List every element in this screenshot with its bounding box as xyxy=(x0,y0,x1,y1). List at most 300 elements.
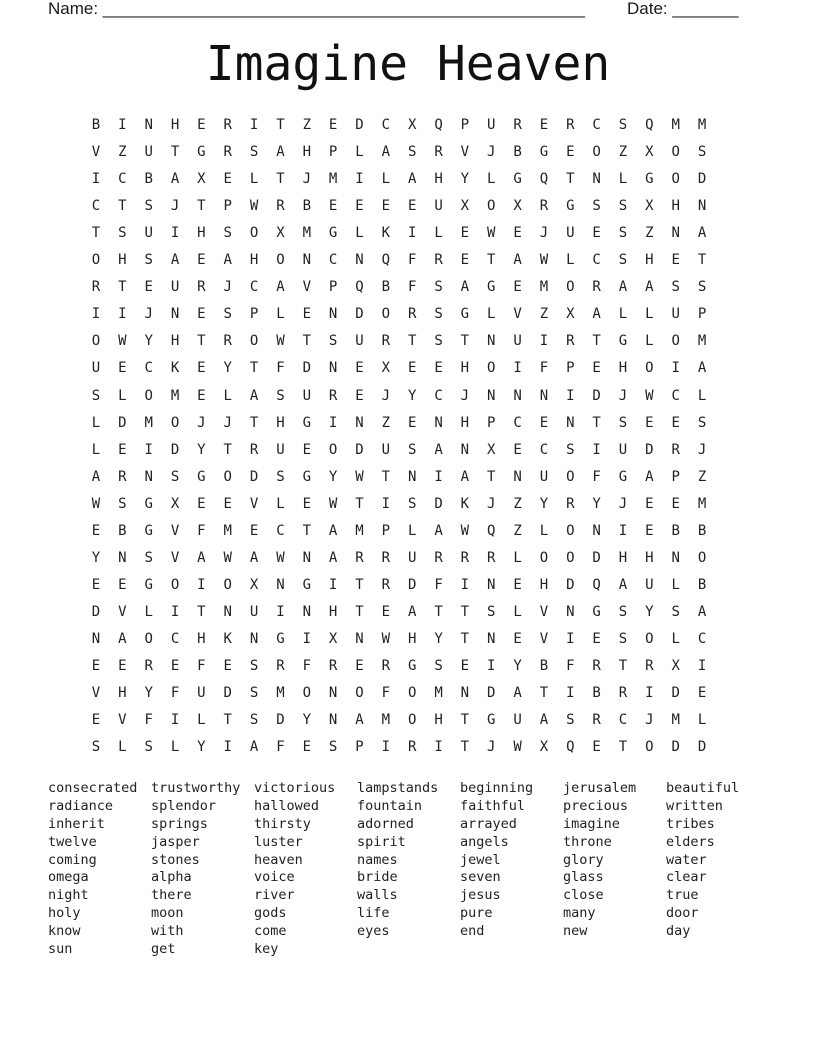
grid-letter: R xyxy=(513,117,522,133)
word-item: eyes xyxy=(357,923,390,940)
grid-letter: C xyxy=(144,360,153,377)
grid-letter: E xyxy=(460,225,470,242)
grid-letter: Z xyxy=(513,495,522,512)
grid-row xyxy=(0,193,816,220)
grid-letter: T xyxy=(592,333,601,350)
grid-letter: V xyxy=(91,144,101,161)
grid-letter: L xyxy=(355,144,364,161)
word-item: with xyxy=(151,923,184,940)
grid-letter: L xyxy=(381,171,391,188)
grid-letter: R xyxy=(223,144,232,161)
grid-letter: F xyxy=(276,360,285,377)
word-item: pure xyxy=(460,905,493,922)
grid-letter: R xyxy=(328,658,338,674)
word-item: come xyxy=(254,923,287,940)
grid-letter: T xyxy=(434,603,443,620)
grid-letter: S xyxy=(566,712,575,729)
grid-letter: D xyxy=(697,171,707,188)
grid-letter: L xyxy=(513,549,522,566)
grid-letter: N xyxy=(407,468,417,485)
grid-letter: F xyxy=(407,252,417,269)
grid-letter: T xyxy=(618,739,628,756)
grid-letter: V xyxy=(118,712,127,729)
grid-letter: S xyxy=(618,252,628,269)
grid-letter: G xyxy=(407,658,417,674)
grid-letter: I xyxy=(487,658,496,674)
grid-letter: I xyxy=(618,522,628,539)
grid-letter: E xyxy=(223,658,232,674)
grid-letter: E xyxy=(170,658,180,674)
word-column xyxy=(151,780,254,959)
grid-letter: M xyxy=(697,333,707,350)
grid-letter: S xyxy=(618,414,628,431)
grid-letter: R xyxy=(566,117,575,133)
grid-letter: I xyxy=(197,576,206,593)
grid-letter: T xyxy=(566,171,575,188)
grid-letter: F xyxy=(592,468,601,485)
grid-letter: T xyxy=(487,252,496,269)
grid-letter: N xyxy=(223,603,232,620)
grid-letter: S xyxy=(407,144,417,161)
grid-letter: E xyxy=(91,522,101,539)
grid-letter: I xyxy=(539,333,549,350)
grid-letter: E xyxy=(671,495,680,512)
word-item: consecrated xyxy=(48,780,138,796)
grid-letter: J xyxy=(539,225,549,242)
grid-letter: N xyxy=(144,468,153,485)
grid-letter: Q xyxy=(645,117,654,133)
grid-row xyxy=(0,247,816,274)
grid-letter: R xyxy=(223,117,232,133)
grid-letter: T xyxy=(118,279,127,296)
grid-letter: C xyxy=(592,117,601,133)
grid-letter: O xyxy=(355,685,364,702)
grid-letter: F xyxy=(197,522,206,539)
grid-letter: L xyxy=(144,603,153,620)
grid-letter: R xyxy=(592,658,601,674)
grid-letter: Y xyxy=(460,171,470,188)
word-item: throne xyxy=(563,833,612,850)
grid-letter: P xyxy=(381,522,391,539)
grid-letter: T xyxy=(460,333,470,350)
grid-letter: C xyxy=(539,441,549,458)
grid-letter: V xyxy=(460,144,470,161)
grid-letter: O xyxy=(487,360,496,377)
grid-letter: R xyxy=(592,279,601,296)
grid-letter: E xyxy=(671,252,680,269)
grid-letter: T xyxy=(487,468,496,485)
word-item: radiance xyxy=(48,797,114,814)
grid-letter: D xyxy=(91,603,101,620)
grid-letter: D xyxy=(223,685,232,702)
grid-letter: U xyxy=(197,685,206,702)
grid-letter: Y xyxy=(197,739,206,756)
grid-letter: E xyxy=(223,171,232,188)
grid-letter: O xyxy=(170,414,180,431)
grid-row xyxy=(0,301,816,328)
grid-letter: U xyxy=(566,225,575,242)
word-item: many xyxy=(563,905,596,922)
grid-letter: E xyxy=(592,739,601,756)
grid-letter: S xyxy=(618,630,628,647)
word-item: bride xyxy=(357,869,398,886)
grid-letter: E xyxy=(328,198,338,215)
grid-letter: I xyxy=(671,360,680,377)
grid-letter: U xyxy=(276,441,285,458)
word-column xyxy=(48,780,151,959)
grid-letter: N xyxy=(328,306,338,323)
grid-letter: L xyxy=(513,603,522,620)
grid-letter: N xyxy=(249,630,259,647)
grid-letter: R xyxy=(566,333,575,350)
grid-letter: D xyxy=(355,117,364,133)
grid-letter: E xyxy=(355,198,364,215)
grid-letter: W xyxy=(513,739,522,756)
grid-letter: N xyxy=(566,414,575,431)
grid-letter: A xyxy=(91,468,101,485)
grid-letter: Y xyxy=(197,441,206,458)
grid-row xyxy=(0,355,816,382)
grid-letter: Q xyxy=(592,576,601,593)
grid-letter: Z xyxy=(381,414,391,431)
word-item: gods xyxy=(254,905,287,922)
grid-letter: I xyxy=(407,225,417,242)
grid-letter: D xyxy=(697,739,707,756)
grid-letter: R xyxy=(197,279,206,296)
grid-letter: S xyxy=(434,658,443,674)
grid-letter: J xyxy=(170,198,180,215)
grid-letter: I xyxy=(381,739,391,756)
grid-letter: S xyxy=(223,225,232,242)
grid-letter: R xyxy=(91,279,101,296)
grid-letter: U xyxy=(144,225,153,242)
grid-letter: L xyxy=(170,739,180,756)
grid-letter: S xyxy=(170,468,180,485)
grid-letter: B xyxy=(381,279,391,296)
grid-letter: Q xyxy=(539,171,549,188)
grid-letter: H xyxy=(460,360,470,377)
grid-letter: N xyxy=(671,549,680,566)
grid-letter: E xyxy=(460,658,470,674)
grid-letter: X xyxy=(539,739,549,756)
word-item: voice xyxy=(254,869,295,886)
grid-letter: L xyxy=(645,306,654,323)
grid-letter: T xyxy=(197,198,206,215)
grid-letter: A xyxy=(460,279,470,296)
grid-letter: H xyxy=(276,414,285,431)
word-item: day xyxy=(666,923,691,940)
grid-letter: E xyxy=(407,414,417,431)
grid-letter: T xyxy=(697,252,707,269)
grid-letter: N xyxy=(592,171,601,188)
grid-letter: X xyxy=(645,198,654,215)
grid-letter: L xyxy=(487,306,496,323)
grid-letter: E xyxy=(91,712,101,729)
word-column xyxy=(460,780,563,941)
grid-letter: Y xyxy=(513,658,522,674)
grid-letter: L xyxy=(671,630,680,647)
grid-letter: I xyxy=(460,576,470,593)
grid-letter: O xyxy=(170,576,180,593)
word-item: walls xyxy=(357,887,398,904)
grid-letter: B xyxy=(118,522,127,539)
grid-letter: C xyxy=(381,117,391,133)
grid-letter: O xyxy=(381,306,391,323)
word-item: fountain xyxy=(357,797,423,814)
grid-letter: E xyxy=(539,414,549,431)
grid-letter: K xyxy=(460,495,470,512)
grid-letter: O xyxy=(566,279,575,296)
grid-letter: H xyxy=(645,549,654,566)
grid-letter: S xyxy=(91,387,101,404)
grid-letter: C xyxy=(513,414,522,431)
grid-letter: X xyxy=(381,360,391,377)
grid-letter: I xyxy=(276,603,285,620)
grid-letter: U xyxy=(355,333,364,350)
grid-letter: M xyxy=(328,171,338,188)
grid-letter: O xyxy=(592,144,601,161)
grid-letter: S xyxy=(276,387,285,404)
grid-letter: N xyxy=(539,387,549,404)
word-item: angels xyxy=(460,833,509,850)
grid-letter: V xyxy=(539,630,549,647)
grid-letter: I xyxy=(566,685,575,702)
grid-letter: E xyxy=(197,495,206,512)
grid-letter: R xyxy=(539,198,549,215)
grid-letter: L xyxy=(645,333,654,350)
grid-letter: R xyxy=(434,549,443,566)
grid-letter: T xyxy=(276,171,285,188)
word-item: key xyxy=(254,941,279,958)
grid-letter: T xyxy=(355,576,364,593)
grid-letter: D xyxy=(671,739,680,756)
word-item: beautiful xyxy=(666,780,740,796)
grid-letter: D xyxy=(645,441,654,458)
grid-letter: U xyxy=(434,198,443,215)
word-item: faithful xyxy=(460,797,526,814)
grid-letter: T xyxy=(197,333,206,350)
grid-letter: N xyxy=(328,685,338,702)
grid-letter: O xyxy=(539,549,549,566)
grid-letter: J xyxy=(618,495,628,512)
date-field-label: Date: _______ xyxy=(627,0,739,18)
word-item: imagine xyxy=(563,815,620,832)
grid-letter: R xyxy=(618,685,628,702)
grid-letter: M xyxy=(539,279,549,296)
letter-grid xyxy=(0,112,816,762)
grid-letter: E xyxy=(460,252,470,269)
grid-letter: U xyxy=(671,306,680,323)
grid-letter: Z xyxy=(697,468,707,485)
grid-letter: M xyxy=(697,495,707,512)
grid-letter: W xyxy=(645,387,654,404)
grid-letter: E xyxy=(381,198,391,215)
grid-letter: F xyxy=(276,739,285,756)
grid-letter: J xyxy=(618,387,628,404)
grid-letter: H xyxy=(407,630,417,647)
grid-letter: I xyxy=(328,576,338,593)
grid-letter: W xyxy=(539,252,549,269)
grid-letter: V xyxy=(302,279,312,296)
grid-letter: E xyxy=(249,522,259,539)
grid-letter: I xyxy=(249,117,259,133)
grid-letter: S xyxy=(144,739,153,756)
grid-letter: H xyxy=(434,171,443,188)
grid-letter: H xyxy=(434,712,443,729)
grid-letter: G xyxy=(144,576,153,593)
grid-letter: A xyxy=(328,549,338,566)
grid-letter: K xyxy=(170,360,180,377)
grid-letter: R xyxy=(592,712,601,729)
grid-letter: O xyxy=(645,630,654,647)
grid-letter: W xyxy=(91,495,101,512)
grid-letter: S xyxy=(91,739,101,756)
grid-letter: I xyxy=(381,495,391,512)
grid-letter: T xyxy=(381,468,391,485)
grid-letter: N xyxy=(91,630,101,647)
grid-letter: Y xyxy=(223,360,232,377)
grid-letter: Z xyxy=(118,144,127,161)
grid-letter: J xyxy=(223,279,232,296)
grid-letter: E xyxy=(592,630,601,647)
grid-letter: Q xyxy=(487,522,496,539)
grid-letter: E xyxy=(381,603,391,620)
grid-letter: J xyxy=(460,387,470,404)
grid-letter: H xyxy=(302,144,312,161)
grid-letter: B xyxy=(302,198,312,215)
grid-letter: W xyxy=(460,522,470,539)
grid-letter: Y xyxy=(434,630,443,647)
grid-letter: V xyxy=(170,522,180,539)
grid-letter: C xyxy=(618,712,628,729)
grid-letter: T xyxy=(460,603,470,620)
grid-letter: P xyxy=(249,306,259,323)
grid-letter: M xyxy=(302,225,312,242)
grid-letter: A xyxy=(697,360,707,377)
word-item: luster xyxy=(254,833,303,850)
grid-letter: D xyxy=(276,712,285,729)
grid-letter: E xyxy=(671,414,680,431)
grid-letter: N xyxy=(434,414,443,431)
grid-letter: L xyxy=(118,387,127,404)
grid-letter: U xyxy=(513,333,522,350)
grid-letter: A xyxy=(407,603,417,620)
page-title: Imagine Heaven xyxy=(205,36,611,92)
grid-letter: S xyxy=(407,441,417,458)
grid-letter: L xyxy=(91,414,101,431)
grid-letter: T xyxy=(355,495,364,512)
grid-letter: R xyxy=(381,658,391,674)
grid-letter: F xyxy=(434,576,443,593)
grid-letter: U xyxy=(618,441,628,458)
grid-letter: X xyxy=(170,495,180,512)
grid-letter: W xyxy=(487,225,496,242)
grid-letter: S xyxy=(276,468,285,485)
grid-letter: V xyxy=(118,603,127,620)
grid-letter: D xyxy=(407,576,417,593)
word-item: trustworthy xyxy=(151,780,241,796)
grid-letter: E xyxy=(302,495,312,512)
grid-letter: O xyxy=(671,333,680,350)
grid-letter: I xyxy=(223,739,232,756)
grid-letter: S xyxy=(328,333,338,350)
grid-letter: X xyxy=(513,198,522,215)
grid-letter: U xyxy=(302,387,312,404)
grid-letter: N xyxy=(487,333,496,350)
grid-letter: G xyxy=(144,522,153,539)
grid-letter: O xyxy=(645,360,654,377)
grid-row xyxy=(0,599,816,626)
grid-letter: U xyxy=(170,279,180,296)
grid-letter: A xyxy=(276,144,285,161)
grid-letter: W xyxy=(328,495,338,512)
grid-letter: R xyxy=(566,495,575,512)
grid-letter: T xyxy=(302,333,312,350)
grid-letter: S xyxy=(434,306,443,323)
grid-letter: U xyxy=(381,441,391,458)
grid-letter: E xyxy=(302,739,312,756)
grid-letter: F xyxy=(197,658,206,674)
grid-letter: M xyxy=(381,712,391,729)
grid-letter: N xyxy=(487,387,496,404)
grid-letter: T xyxy=(223,441,232,458)
grid-letter: T xyxy=(276,117,285,133)
grid-letter: F xyxy=(539,360,549,377)
grid-letter: L xyxy=(697,712,707,729)
word-item: precious xyxy=(563,797,629,814)
grid-letter: O xyxy=(487,198,496,215)
grid-letter: S xyxy=(592,198,601,215)
grid-letter: A xyxy=(170,252,180,269)
grid-letter: B xyxy=(671,522,680,539)
grid-letter: H xyxy=(249,252,259,269)
grid-row xyxy=(0,328,816,355)
grid-letter: S xyxy=(144,252,153,269)
grid-letter: Y xyxy=(302,712,312,729)
word-item: sun xyxy=(48,941,73,958)
grid-letter: E xyxy=(697,685,707,702)
grid-letter: I xyxy=(118,306,127,323)
grid-letter: F xyxy=(170,685,180,702)
grid-letter: S xyxy=(434,333,443,350)
grid-letter: I xyxy=(170,603,180,620)
grid-letter: A xyxy=(249,387,259,404)
word-item: holy xyxy=(48,905,81,922)
grid-letter: E xyxy=(197,360,206,377)
grid-letter: E xyxy=(434,360,443,377)
grid-letter: G xyxy=(487,712,496,729)
grid-letter: A xyxy=(328,522,338,539)
word-column xyxy=(357,780,460,941)
grid-letter: X xyxy=(407,117,417,133)
word-item: clear xyxy=(666,869,707,886)
grid-letter: N xyxy=(671,225,680,242)
word-item: jesus xyxy=(460,887,501,904)
word-item: inherit xyxy=(48,815,105,832)
grid-letter: M xyxy=(170,387,180,404)
grid-letter: A xyxy=(513,252,522,269)
grid-letter: L xyxy=(276,495,285,512)
header xyxy=(48,0,748,20)
grid-letter: D xyxy=(355,441,364,458)
grid-letter: O xyxy=(671,144,680,161)
grid-letter: T xyxy=(197,603,206,620)
grid-row xyxy=(0,518,816,545)
grid-letter: M xyxy=(434,685,443,702)
grid-letter: T xyxy=(170,144,180,161)
word-item: tribes xyxy=(666,815,715,832)
grid-letter: C xyxy=(434,387,443,404)
